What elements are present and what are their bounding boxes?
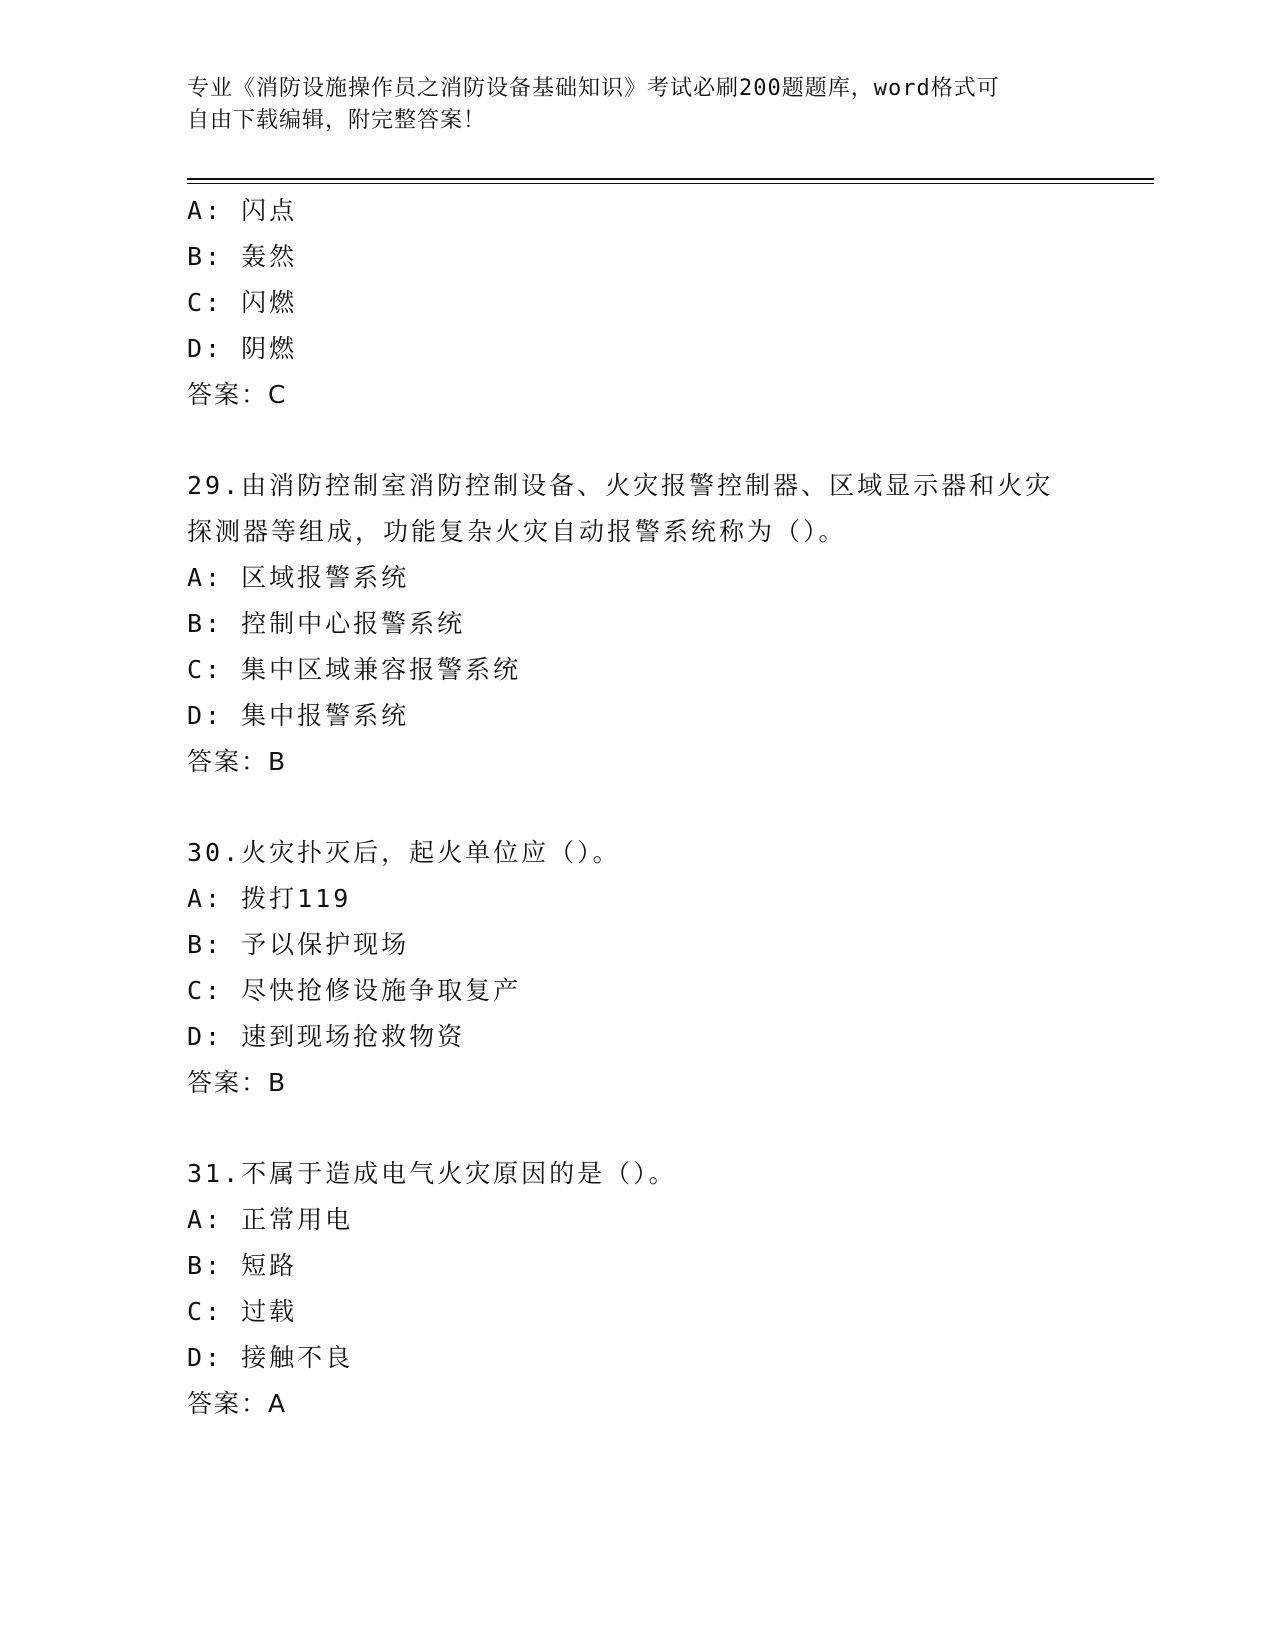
answer-line: 答案：A [187, 1389, 288, 1418]
option-a: A: 正常用电 [187, 1205, 354, 1234]
option-d: D: 集中报警系统 [187, 701, 410, 730]
question-block-31 [187, 1151, 1087, 1427]
option-c: C: 尽快抢修设施争取复产 [187, 976, 522, 1005]
question-block-30 [187, 830, 1087, 1106]
header-rule-thin [187, 183, 1154, 184]
answer-line: 答案：C [187, 380, 288, 409]
option-a: A: 区域报警系统 [187, 563, 410, 592]
option-c: C: 闪燃 [187, 288, 298, 317]
answer-line: 答案：B [187, 747, 288, 776]
document-header [187, 73, 1087, 137]
question-block-28 [187, 188, 1087, 418]
option-b: B: 予以保护现场 [187, 930, 410, 959]
option-a: A: 拨打119 [187, 884, 352, 913]
header-rule-thick [187, 178, 1154, 180]
option-c: C: 过载 [187, 1297, 298, 1326]
option-b: B: 控制中心报警系统 [187, 609, 466, 638]
option-d: D: 接触不良 [187, 1343, 354, 1372]
answer-line: 答案：B [187, 1068, 288, 1097]
question-text: 30.火灾扑灭后，起火单位应（）。 [187, 838, 621, 867]
option-b: B: 短路 [187, 1251, 298, 1280]
question-text: 31.不属于造成电气火灾原因的是（）。 [187, 1159, 677, 1188]
option-d: D: 速到现场抢救物资 [187, 1022, 466, 1051]
option-d: D: 阴燃 [187, 334, 298, 363]
question-block-29 [187, 463, 1087, 785]
header-line-1: 专业《消防设施操作员之消防设备基础知识》考试必刷200题题库，word格式可 [187, 76, 1000, 101]
header-line-2: 自由下载编辑，附完整答案！ [187, 108, 487, 133]
option-c: C: 集中区域兼容报警系统 [187, 655, 522, 684]
option-b: B: 轰然 [187, 242, 298, 271]
question-text-line-1: 29.由消防控制室消防控制设备、火灾报警控制器、区域显示器和火灾 [187, 471, 1054, 500]
option-a: A: 闪点 [187, 196, 298, 225]
question-list [187, 188, 1087, 1472]
question-text-line-2: 探测器等组成，功能复杂火灾自动报警系统称为（）。 [187, 517, 847, 546]
